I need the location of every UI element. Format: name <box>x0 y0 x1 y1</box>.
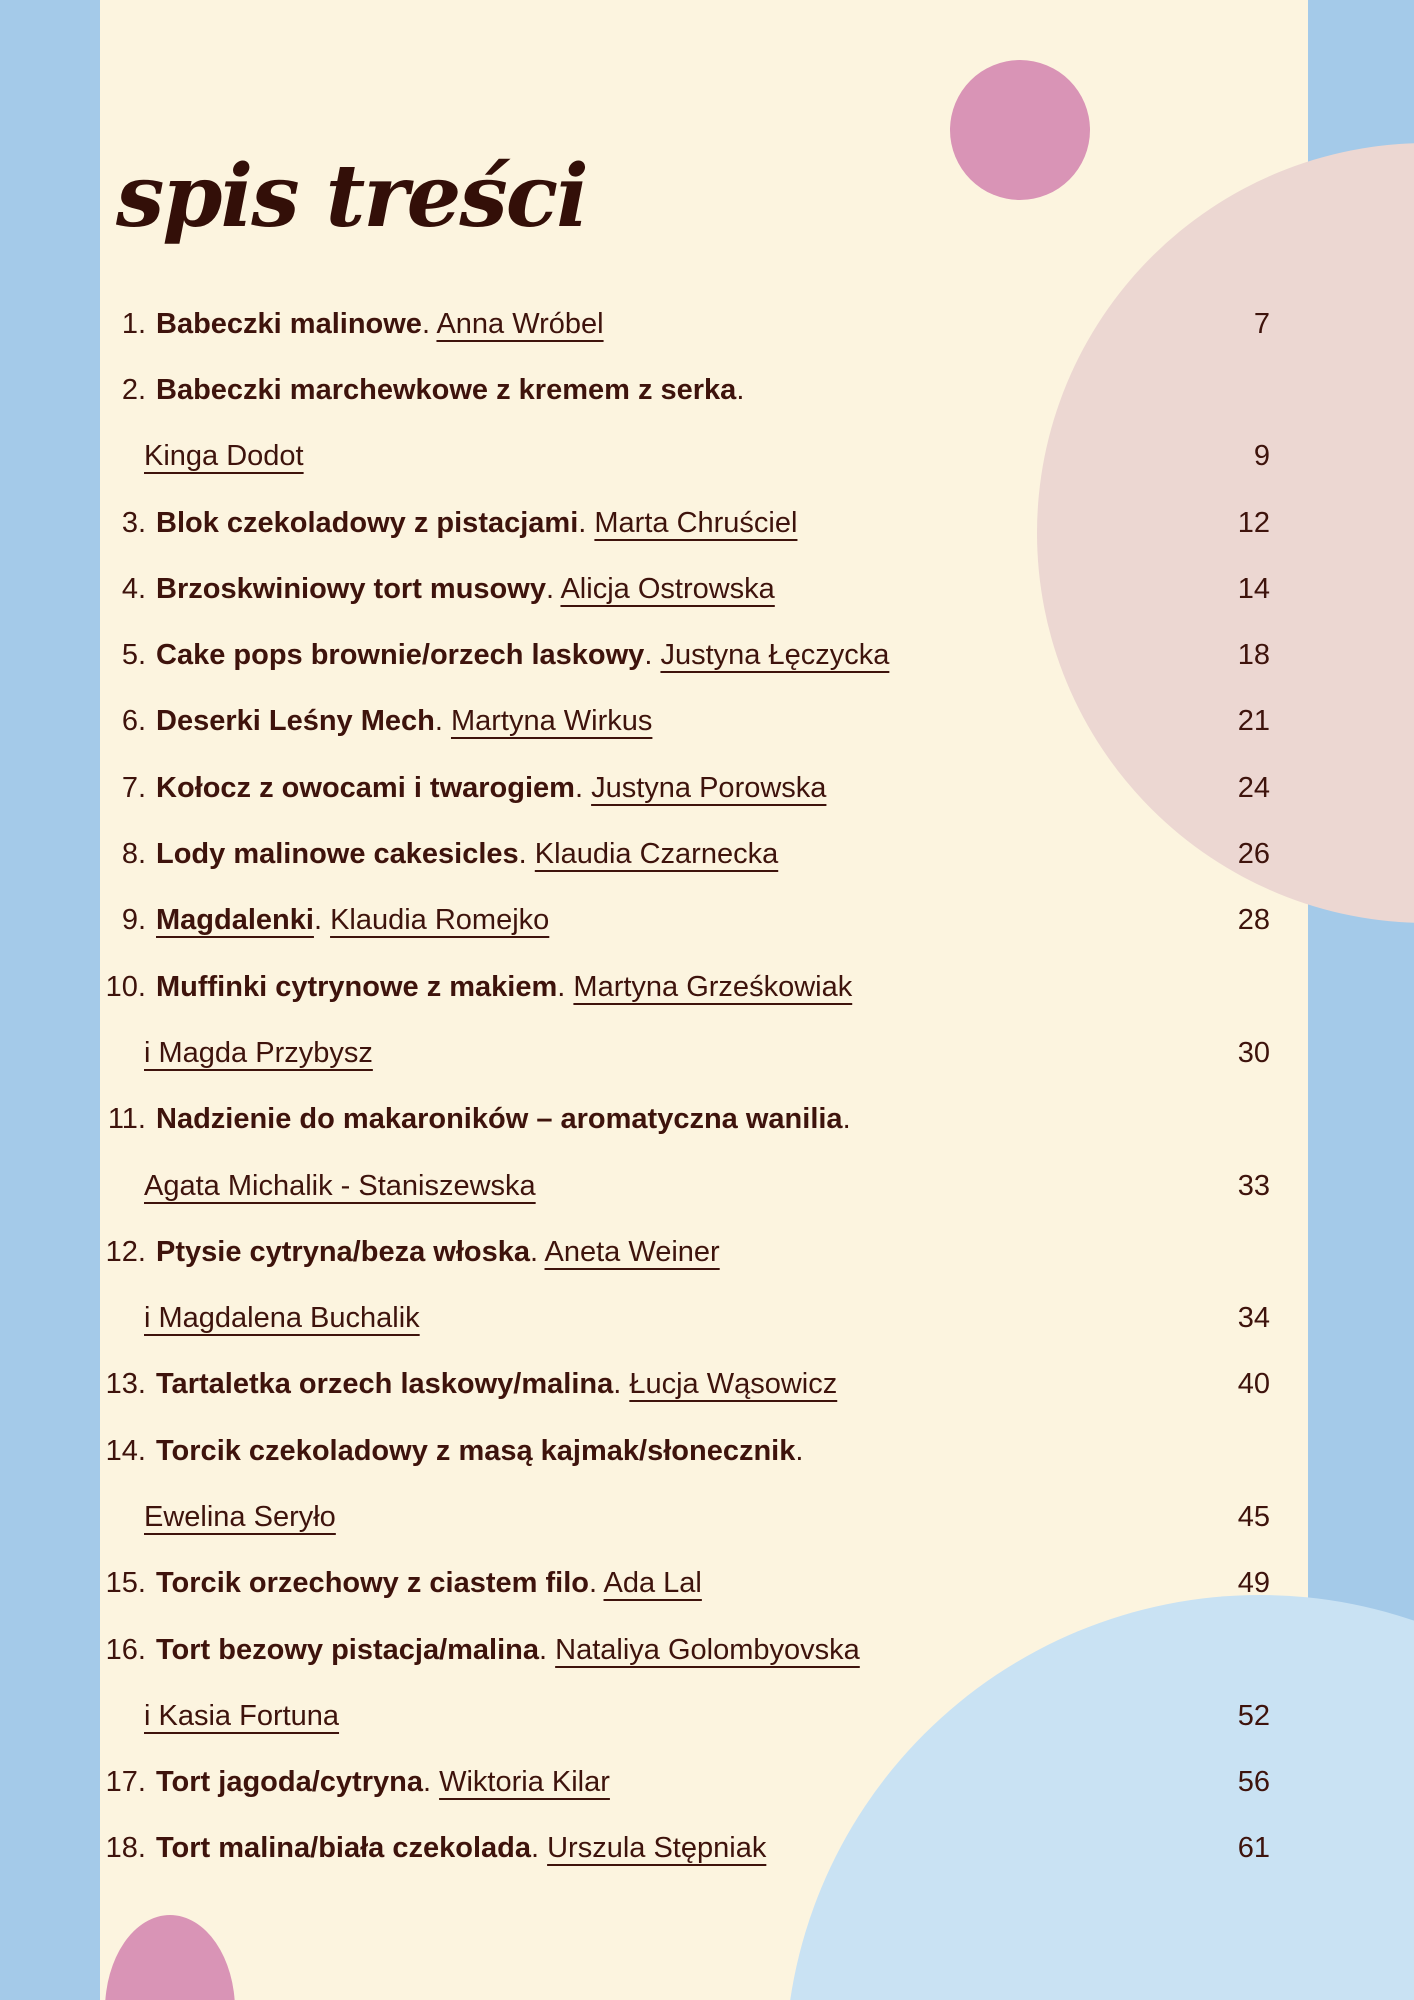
toc-author-link[interactable]: Martyna Wirkus <box>450 705 653 738</box>
toc-entry-line[interactable] <box>100 490 1308 556</box>
toc-title-text: Kołocz z owocami i twarogiem <box>156 771 575 804</box>
toc-page-number: 61 <box>1237 1832 1270 1865</box>
toc-entry-text <box>156 1766 610 1799</box>
toc-entry-line[interactable] <box>100 1285 1308 1351</box>
toc-author-link[interactable]: Nataliya Golombyovska <box>555 1633 860 1666</box>
toc-entry-line[interactable] <box>100 1153 1308 1219</box>
toc-entry-text <box>156 1435 803 1468</box>
toc-author-link[interactable]: Alicja Ostrowska <box>560 572 775 605</box>
toc-page-number: 33 <box>1237 1169 1270 1202</box>
toc-page-number: 12 <box>1237 506 1270 539</box>
toc-entry-line[interactable] <box>100 291 1308 357</box>
toc-title-text: . <box>313 904 331 937</box>
toc-entry-line[interactable] <box>100 556 1308 622</box>
toc-entry-line[interactable] <box>100 357 1308 423</box>
toc-title-text: Babeczki marchewkowe z kremem z serka <box>156 373 737 406</box>
toc-author-link[interactable]: Wiktoria Kilar <box>439 1766 610 1799</box>
toc-page-number: 30 <box>1237 1036 1270 1069</box>
toc-title-text: Torcik czekoladowy z masą kajmak/słonecznik <box>156 1434 796 1467</box>
toc-title-text: Tartaletka orzech laskowy/malina <box>156 1368 614 1401</box>
toc-title-text: Brzoskwiniowy tort musowy <box>156 572 546 605</box>
toc-entry-text <box>156 1368 837 1401</box>
toc-entry-line[interactable] <box>100 1020 1308 1086</box>
toc-title-text: . <box>545 572 561 605</box>
toc-entry-text <box>144 440 304 473</box>
toc-title-text: . <box>795 1434 804 1467</box>
toc-entry-line[interactable] <box>100 755 1308 821</box>
toc-author-link[interactable]: Martyna Grześkowiak <box>573 970 853 1003</box>
toc-title-text: . <box>539 1633 556 1666</box>
toc-entry-line[interactable] <box>100 1683 1308 1749</box>
toc-entry-line[interactable] <box>100 1816 1308 1882</box>
toc-entry-number: 17. <box>105 1766 146 1799</box>
toc-title-text: . <box>557 970 574 1003</box>
toc-title-text: Babeczki malinowe <box>156 307 422 340</box>
toc-title-text: . <box>518 838 535 871</box>
toc-entry-number: 4. <box>121 572 146 605</box>
toc-entry-text <box>156 1103 851 1136</box>
toc-author-link[interactable]: Justyna Łęczycka <box>660 639 890 672</box>
toc-entry-line[interactable] <box>100 622 1308 688</box>
toc-author-link[interactable]: Magdalenki <box>156 904 314 937</box>
toc-entry-line[interactable] <box>100 821 1308 887</box>
toc-entry-text <box>156 573 775 606</box>
toc-entry-line[interactable] <box>100 689 1308 755</box>
toc-author-link[interactable]: Marta Chruściel <box>594 506 798 539</box>
toc-title-text: Deserki Leśny Mech <box>156 705 435 738</box>
toc-entry-text <box>156 971 852 1004</box>
toc-title-text: . <box>613 1368 630 1401</box>
toc-entry-text <box>156 308 604 341</box>
toc-title-text: Blok czekoladowy z pistacjami <box>156 506 579 539</box>
toc-author-link[interactable]: i Kasia Fortuna <box>144 1699 340 1732</box>
toc-author-link[interactable]: Kinga Dodot <box>144 440 304 473</box>
toc-title-text: . <box>588 1567 604 1600</box>
toc-entry-line[interactable] <box>100 1352 1308 1418</box>
toc-entry-line[interactable] <box>100 1551 1308 1617</box>
toc-entry-text <box>156 705 652 738</box>
toc-entry-text <box>144 1302 420 1335</box>
toc-entry-text <box>144 1501 336 1534</box>
toc-entry-number: 10. <box>105 970 146 1003</box>
toc-page-number: 40 <box>1237 1368 1270 1401</box>
toc-entry-line[interactable] <box>100 888 1308 954</box>
toc-title-text: Lody malinowe cakesicles <box>156 838 519 871</box>
toc-author-link[interactable]: Klaudia Romejko <box>330 904 550 937</box>
toc-entry-number: 7. <box>121 771 146 804</box>
toc-entry-text <box>144 1170 536 1203</box>
toc-page-number: 34 <box>1237 1302 1270 1335</box>
toc-entry-text <box>156 904 549 937</box>
toc-entry-text <box>144 1700 339 1733</box>
toc-entry-number: 5. <box>121 639 146 672</box>
toc-entry-number: 3. <box>121 506 146 539</box>
toc-title-text: Tort malina/biała czekolada <box>156 1832 531 1865</box>
toc-entry-text <box>156 1634 860 1667</box>
toc-title-text: . <box>422 1766 440 1799</box>
toc-title-text: Tort jagoda/cytryna <box>156 1766 423 1799</box>
toc-title-text: Muffinki cytrynowe z makiem <box>156 970 558 1003</box>
toc-entry-number: 12. <box>105 1235 146 1268</box>
toc-page-number: 14 <box>1237 572 1270 605</box>
toc-title-text: . <box>644 639 661 672</box>
toc-page-number: 18 <box>1237 639 1270 672</box>
toc-author-link[interactable]: Klaudia Czarnecka <box>534 838 779 871</box>
toc-title-text: . <box>736 373 745 406</box>
pink-circle-top-decoration <box>950 60 1090 200</box>
toc-entry-number: 18. <box>105 1832 146 1865</box>
toc-entry-text <box>156 1567 702 1600</box>
toc-entry-number: 1. <box>121 307 146 340</box>
toc-entry-line[interactable] <box>100 424 1308 490</box>
toc-author-link[interactable]: Urszula Stępniak <box>547 1832 767 1865</box>
toc-entry-line[interactable] <box>100 954 1308 1020</box>
toc-entry-text <box>156 639 889 672</box>
toc-page-number: 7 <box>1253 307 1270 340</box>
toc-entry-line[interactable] <box>100 1087 1308 1153</box>
toc-page-number: 21 <box>1237 705 1270 738</box>
toc-entry-text <box>156 772 826 805</box>
toc-entry-text <box>144 1037 373 1070</box>
toc-entry-number: 9. <box>121 904 146 937</box>
toc-entry-number: 8. <box>121 838 146 871</box>
toc-entry-number: 15. <box>105 1567 146 1600</box>
toc-page-number: 9 <box>1253 440 1270 473</box>
toc-title-text: . <box>530 1832 548 1865</box>
toc-title-text: Tort bezowy pistacja/malina <box>156 1633 540 1666</box>
toc-page-number: 26 <box>1237 838 1270 871</box>
toc-title-text: Ptysie cytryna/beza włoska <box>156 1235 530 1268</box>
toc-title-text: Nadzienie do makaroników – aromatyczna wanilia <box>156 1103 843 1136</box>
toc-page-number: 56 <box>1237 1766 1270 1799</box>
toc-author-link[interactable]: i Magdalena Buchalik <box>144 1302 420 1335</box>
toc-title-text: . <box>574 771 592 804</box>
toc-page-number: 52 <box>1237 1699 1270 1732</box>
toc-title-text: . <box>842 1103 851 1136</box>
toc-entry-line[interactable] <box>100 1617 1308 1683</box>
toc-page-number: 24 <box>1237 771 1270 804</box>
toc-page-number: 28 <box>1237 904 1270 937</box>
toc-entry-line[interactable] <box>100 1418 1308 1484</box>
toc-page-number: 49 <box>1237 1567 1270 1600</box>
page-title: spis treści <box>116 145 587 247</box>
toc-entry-number: 16. <box>105 1633 146 1666</box>
toc-author-link[interactable]: Ada Lal <box>603 1567 702 1600</box>
toc-entry-text <box>156 374 744 407</box>
toc-entry-number: 6. <box>121 705 146 738</box>
toc-entry-line[interactable] <box>100 1750 1308 1816</box>
toc-author-link[interactable]: Justyna Porowska <box>591 771 827 804</box>
toc-author-link[interactable]: Aneta Weiner <box>544 1235 720 1268</box>
toc-page-number: 45 <box>1237 1500 1270 1533</box>
toc-list <box>100 291 1308 1882</box>
toc-title-text: . <box>421 307 437 340</box>
toc-author-link[interactable]: Anna Wróbel <box>436 307 604 340</box>
toc-entry-number: 2. <box>121 373 146 406</box>
toc-entry-line[interactable] <box>100 1484 1308 1550</box>
toc-entry-number: 14. <box>105 1434 146 1467</box>
toc-title-text: Torcik orzechowy z ciastem filo <box>156 1567 589 1600</box>
toc-entry-text <box>156 1832 766 1865</box>
toc-entry-number: 11. <box>107 1103 146 1136</box>
toc-entry-number: 13. <box>105 1368 146 1401</box>
toc-entry-text <box>156 838 778 871</box>
toc-author-link[interactable]: Agata Michalik - Staniszewska <box>144 1169 536 1202</box>
toc-author-link[interactable]: i Magda Przybysz <box>144 1036 373 1069</box>
toc-author-link[interactable]: Ewelina Seryło <box>144 1500 336 1533</box>
toc-title-text: Cake pops brownie/orzech laskowy <box>156 639 645 672</box>
toc-title-text: . <box>434 705 451 738</box>
toc-title-text: . <box>578 506 595 539</box>
toc-title-text: . <box>529 1235 545 1268</box>
toc-entry-line[interactable] <box>100 1219 1308 1285</box>
toc-entry-text <box>156 507 797 540</box>
toc-entry-text <box>156 1236 720 1269</box>
toc-author-link[interactable]: Łucja Wąsowicz <box>629 1368 838 1401</box>
